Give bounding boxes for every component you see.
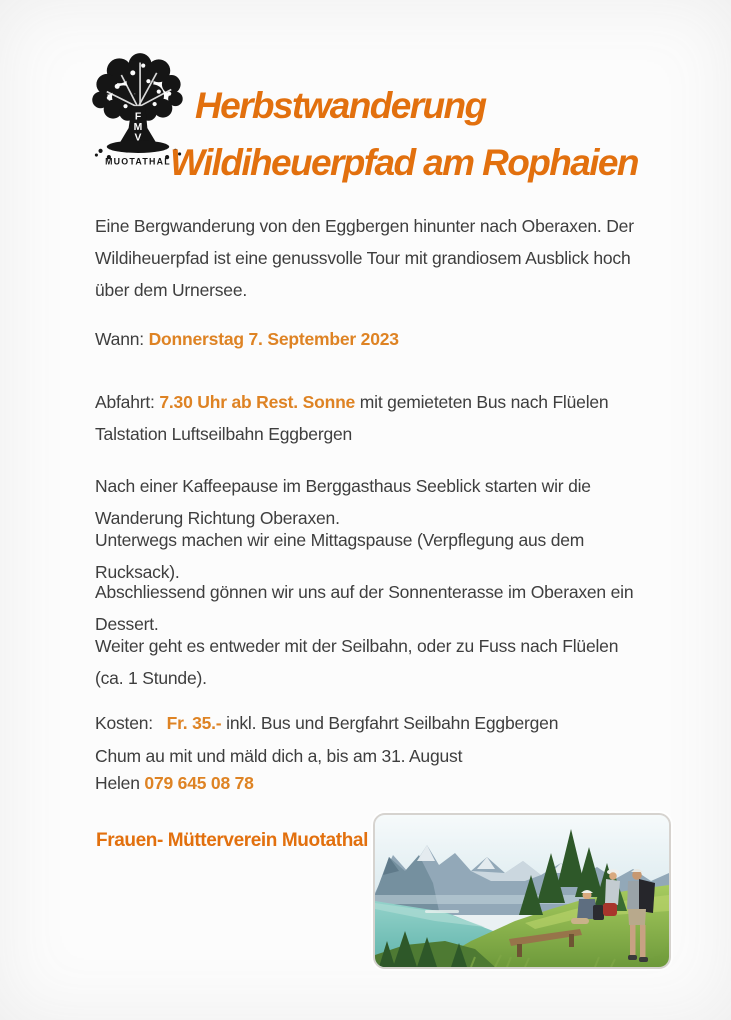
paragraph-line: Dessert. bbox=[95, 614, 159, 634]
anmeldung-line: Chum au mit und mäld dich a, bis am 31. August bbox=[95, 746, 463, 766]
event-photo bbox=[373, 813, 671, 969]
paragraph-line: Abschliessend gönnen wir uns auf der Sonnenterasse im Oberaxen ein bbox=[95, 582, 634, 602]
contact-name: Helen bbox=[95, 773, 140, 793]
intro-paragraph bbox=[95, 210, 634, 306]
paragraph-line: (ca. 1 Stunde). bbox=[95, 668, 207, 688]
kosten-row bbox=[95, 707, 558, 739]
wann-value: Donnerstag 7. September 2023 bbox=[148, 329, 399, 349]
organisation-name: Frauen- Mütterverein Muotathal bbox=[96, 830, 368, 851]
paragraph-line: Wanderung Richtung Oberaxen. bbox=[95, 508, 340, 528]
abfahrt-line: Talstation Luftseilbahn Eggbergen bbox=[95, 424, 353, 444]
kosten-rest: inkl. Bus und Bergfahrt Seilbahn Eggbergen bbox=[226, 713, 559, 733]
hiking-photo-illustration bbox=[375, 815, 669, 967]
intro-line: Wildiheuerpfad ist eine genussvolle Tour mit grandiosem Ausblick hoch bbox=[95, 248, 631, 268]
wann-label: Wann: bbox=[95, 329, 144, 349]
intro-line: über dem Urnersee. bbox=[95, 280, 248, 300]
logo-letter-f: F bbox=[134, 111, 142, 123]
paragraph-line: Unterwegs machen wir eine Mittagspause (Verpflegung aus dem bbox=[95, 530, 585, 550]
abfahrt-label: Abfahrt: bbox=[95, 392, 155, 412]
abfahrt-rest: mit gemieteten Bus nach Flüelen bbox=[359, 392, 609, 412]
anmeldung-block bbox=[95, 743, 462, 797]
logo-caption: MUOTATHAL bbox=[105, 156, 171, 167]
paragraph bbox=[95, 630, 618, 694]
paragraph-line: Rucksack). bbox=[95, 562, 180, 582]
anmeldung-contact bbox=[95, 770, 462, 797]
page-title: Herbstwanderung bbox=[195, 85, 486, 126]
wann-row bbox=[95, 323, 399, 355]
kosten-label: Kosten: bbox=[95, 713, 153, 733]
paragraph-line: Weiter geht es entweder mit der Seilbahn, oder zu Fuss nach Flüelen bbox=[95, 636, 619, 656]
logo-letter-v: V bbox=[134, 132, 142, 144]
paragraph-line: Nach einer Kaffeepause im Berggasthaus Seeblick starten wir die bbox=[95, 476, 591, 496]
abfahrt-block bbox=[95, 386, 608, 450]
contact-phone: 079 645 08 78 bbox=[144, 773, 254, 793]
logo-letter-m: M bbox=[133, 122, 143, 134]
abfahrt-highlight: 7.30 Uhr ab Rest. Sonne bbox=[159, 392, 356, 412]
abfahrt-line bbox=[95, 386, 608, 418]
intro-line: Eine Bergwanderung von den Eggbergen hinunter nach Oberaxen. Der bbox=[95, 216, 634, 236]
page-subtitle: Wildiheuerpfad am Rophaien bbox=[170, 142, 638, 183]
kosten-highlight: Fr. 35.- bbox=[166, 713, 222, 733]
